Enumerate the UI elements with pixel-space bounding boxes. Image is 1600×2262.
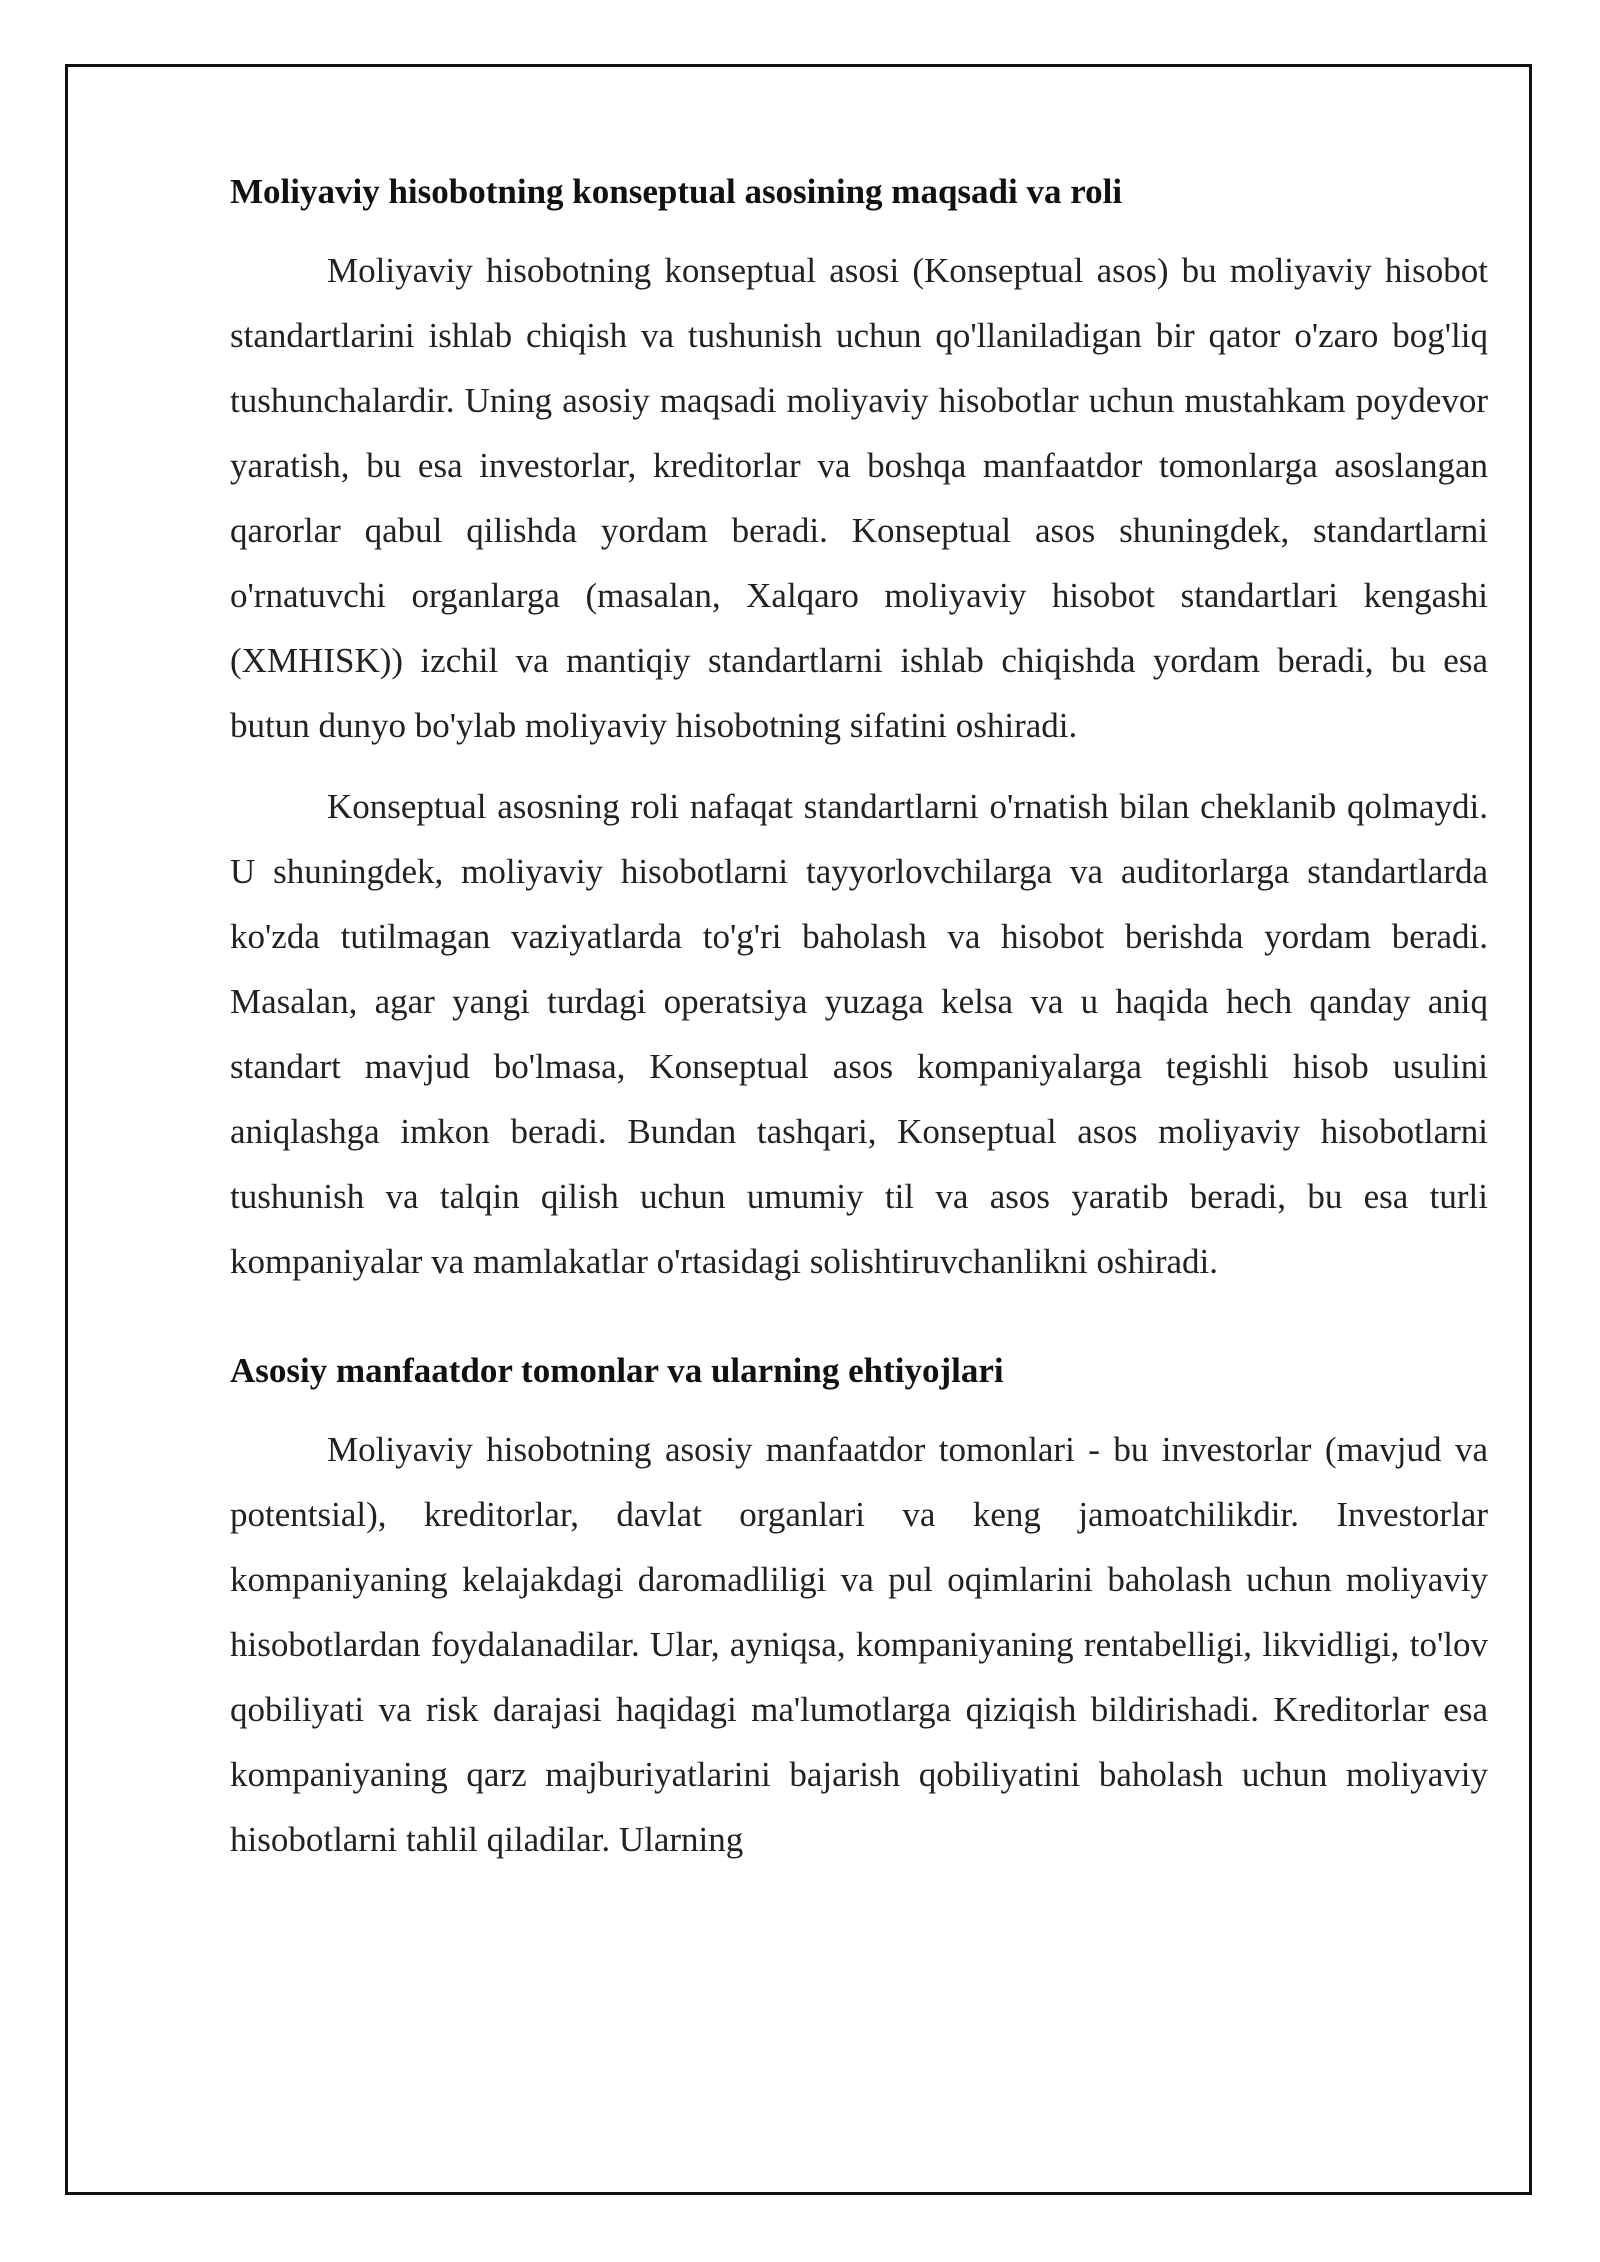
- document-body: [230, 170, 1488, 1888]
- paragraph-stakeholders-needs: Moliyaviy hisobotning asosiy manfaatdor tomonlari - bu investorlar (mavjud va potentsial), kreditorlar, davlat organlari va keng jamoatchilikdir. Investorlar kompaniyaning kelajakdagi daromadliligi va pul oqimlarini baholash uchun moliyaviy hisobotlardan foydalanadilar. Ular, ayniqsa, kompaniyaning rentabelligi, likvidligi, to'lov qobiliyati va risk darajasi haqidagi ma'lumotlarga qiziqish bildirishadi. Kreditorlar esa kompaniyaning qarz majburiyatlarini bajarish qobiliyatini baholash uchun moliyaviy hisobotlarni tahlil qiladilar. Ularning: [230, 1429, 1488, 1859]
- section-heading-purpose-and-role: Moliyaviy hisobotning konseptual asosining maqsadi va roli: [230, 172, 1123, 211]
- paragraph-conceptual-framework-definition: Moliyaviy hisobotning konseptual asosi (Konseptual asos) bu moliyaviy hisobot standartlarini ishlab chiqish va tushunish uchun qo'llaniladigan bir qator o'zaro bog'liq tushunchalardir. Uning asosiy maqsadi moliyaviy hisobotlar uchun mustahkam poydevor yaratish, bu esa investorlar, kreditorlar va boshqa manfaatdor tomonlarga asoslangan qarorlar qabul qilishda yordam beradi. Konseptual asos shuningdek, standartlarni o'rnatuvchi organlarga (masalan, Xalqaro moliyaviy hisobot standartlari kengashi (XMHISK)) izchil va mantiqiy standartlarni ishlab chiqishda yordam beradi, bu esa butun dunyo bo'ylab moliyaviy hisobotning sifatini oshiradi.: [230, 250, 1488, 745]
- section-heading-stakeholders: Asosiy manfaatdor tomonlar va ularning ehtiyojlari: [230, 1350, 1004, 1390]
- paragraph-conceptual-framework-role: Konseptual asosning roli nafaqat standartlarni o'rnatish bilan cheklanib qolmaydi. U shuningdek, moliyaviy hisobotlarni tayyorlovchilarga va auditorlarga standartlarda ko'zda tutilmagan vaziyatlarda to'g'ri baholash va hisobot berishda yordam beradi. Masalan, agar yangi turdagi operatsiya yuzaga kelsa va u haqida hech qanday aniq standart mavjud bo'lmasa, Konseptual asos kompaniyalarga tegishli hisob usulini aniqlashga imkon beradi. Bundan tashqari, Konseptual asos moliyaviy hisobotlarni tushunish va talqin qilish uchun umumiy til va asos yaratib beradi, bu esa turli kompaniyalar va mamlakatlar o'rtasidagi solishtiruvchanlikni oshiradi.: [230, 786, 1488, 1281]
